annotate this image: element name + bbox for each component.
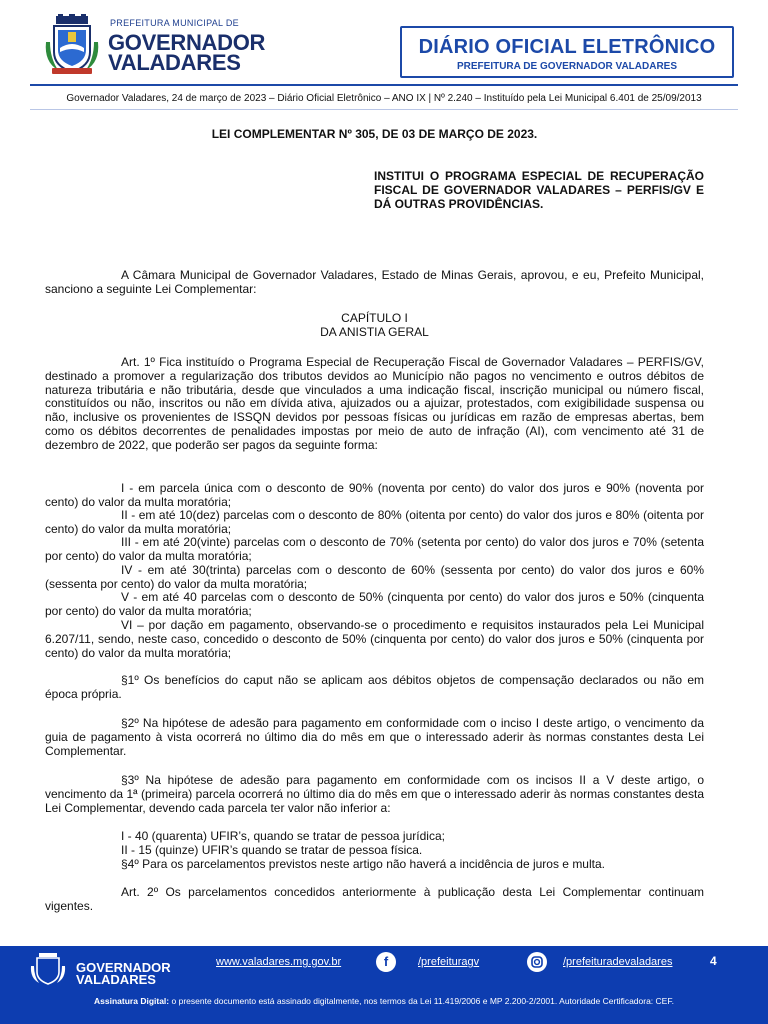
paragraph-1: §1º Os benefícios do caput não se aplicam aos débitos objetos de compensação declarados ou não em época própria. xyxy=(45,673,704,701)
header xyxy=(0,0,768,84)
chapter-heading: CAPÍTULO I xyxy=(341,311,408,325)
logo-city-name-line2: VALADARES xyxy=(108,50,241,75)
paragraph-2: §2º Na hipótese de adesão para pagamento em conformidade com o inciso I deste artigo, o vencimento da guia de pagamento à vista ocorrerá no último dia do mês em que o interessado aderir às normas constantes desta Lei Complementar. xyxy=(45,716,704,758)
website-link[interactable]: www.valadares.mg.gov.br xyxy=(216,956,342,968)
footer-logo-line1: GOVERNADOR xyxy=(76,960,171,975)
footer-logo[interactable] xyxy=(30,952,190,988)
footer xyxy=(0,946,768,1024)
diario-title: DIÁRIO OFICIAL ELETRÔNICO xyxy=(418,36,716,58)
instagram-link[interactable]: /prefeituradevaladares xyxy=(563,956,673,968)
facebook-icon[interactable]: f xyxy=(376,952,396,972)
edition-info-bar xyxy=(30,84,738,110)
inciso-iii: III - em até 20(vinte) parcelas com o desconto de 70% (setenta por cento) do valor dos juros e 70% (setenta por cento) do valor da multa moratória; xyxy=(45,535,704,563)
edition-dateline: Governador Valadares, 24 de março de 2023 – Diário Oficial Eletrônico – ANO IX | Nº 2.240 – Instituído pela Lei Municipal 6.401 de 25/09/2013 xyxy=(66,93,702,104)
law-ementa: INSTITUI O PROGRAMA ESPECIAL DE RECUPERAÇÃO FISCAL DE GOVERNADOR VALADARES – PERFIS/GV E DÁ OUTRAS PROVIDÊNCIAS. xyxy=(374,169,704,211)
inciso-ii: II - em até 10(dez) parcelas com o desconto de 80% (oitenta por cento) do valor dos juros e 80% (oitenta por cento) do valor da multa moratória; xyxy=(45,508,704,536)
article-2: Art. 2º Os parcelamentos concedidos anteriormente à publicação desta Lei Complementar continuam vigentes. xyxy=(45,885,704,913)
footer-logo-line2: VALADARES xyxy=(76,972,156,987)
paragraph-3-item-ii: II - 15 (quinze) UFIR’s quando se tratar de pessoa física. xyxy=(121,843,423,857)
logo-city-name-line1: GOVERNADOR xyxy=(108,30,266,55)
digital-signature-notice xyxy=(0,996,768,1006)
inciso-vi: VI – por dação em pagamento, observando-se o procedimento e requisitos instaurados pela Lei Municipal 6.207/11, sendo, neste caso, concedido o desconto de 50% (cinquenta por cento) do valor dos juros e 50% (cinquenta por cento) do valor da multa moratória; xyxy=(45,618,704,660)
inciso-iv: IV - em até 30(trinta) parcelas com o desconto de 60% (sessenta por cento) do valor dos juros e 60% (sessenta por cento) do valor da multa moratória; xyxy=(45,563,704,591)
page-number: 4 xyxy=(710,954,717,968)
facebook-link[interactable]: /prefeituragv xyxy=(418,956,480,968)
article-1: Art. 1º Fica instituído o Programa Especial de Recuperação Fiscal de Governador Valadares – PERFIS/GV, destinado a promover a regularização dos tributos devidos ao Município não pagos no vencimento e outros débitos de natureza tributária e não tributária, desde que vinculados a uma indicação fiscal, inscrição municipal ou número fiscal, constituídos ou não, inscritos ou não em dívida ativa, ajuizados ou a ajuizar, protestados, com exigibilidade suspensa ou não, inclusive os provenientes de ISSQN devidos por pessoas físicas ou jurídicas em razão de empresas abertas, bem como os débitos decorrentes de penalidades impostas por meio de auto de infração (AI), com vencimento até 31 de dezembro de 2022, que poderão ser pagos da seguinte forma: xyxy=(45,355,704,452)
signature-text: o presente documento está assinado digitalmente, nos termos da Lei 11.419/2006 e MP 2.200-2/2001. Autoridade Certificadora: CEF. xyxy=(169,996,674,1006)
city-crest-icon xyxy=(44,14,100,76)
paragraph-3-item-i: I - 40 (quarenta) UFIR’s, quando se tratar de pessoa jurídica; xyxy=(121,829,445,843)
city-crest-icon xyxy=(30,952,66,986)
instagram-icon[interactable] xyxy=(527,952,547,972)
logo-prefeitura-label: PREFEITURA MUNICIPAL DE xyxy=(110,18,239,28)
paragraph-3: §3º Na hipótese de adesão para pagamento em conformidade com os incisos II a V deste artigo, o vencimento da 1ª (primeira) parcela ocorrerá no último dia do mês em que o interessado aderir às normas constantes desta Lei Complementar, devendo cada parcela ter valor não inferior a: xyxy=(45,773,704,815)
prefeitura-logo[interactable] xyxy=(44,14,264,76)
diario-oficial-banner xyxy=(400,26,734,78)
instagram-glyph xyxy=(527,952,547,972)
chapter-title: DA ANISTIA GERAL xyxy=(320,325,429,339)
inciso-i: I - em parcela única com o desconto de 90% (noventa por cento) do valor dos juros e 90% (noventa por cento) do valor da multa moratória; xyxy=(45,481,704,509)
paragraph-4: §4º Para os parcelamentos previstos neste artigo não haverá a incidência de juros e multa. xyxy=(121,857,605,871)
diario-subtitle: PREFEITURA DE GOVERNADOR VALADARES xyxy=(456,61,677,72)
signature-label: Assinatura Digital: xyxy=(94,996,170,1006)
preamble-paragraph: A Câmara Municipal de Governador Valadares, Estado de Minas Gerais, aprovou, e eu, Prefeito Municipal, sanciono a seguinte Lei Complementar: xyxy=(45,268,704,296)
inciso-v: V - em até 40 parcelas com o desconto de 50% (cinquenta por cento) do valor dos juros e 50% (cinquenta por cento) do valor da multa moratória; xyxy=(45,590,704,618)
law-title: LEI COMPLEMENTAR Nº 305, DE 03 DE MARÇO DE 2023. xyxy=(211,127,538,141)
